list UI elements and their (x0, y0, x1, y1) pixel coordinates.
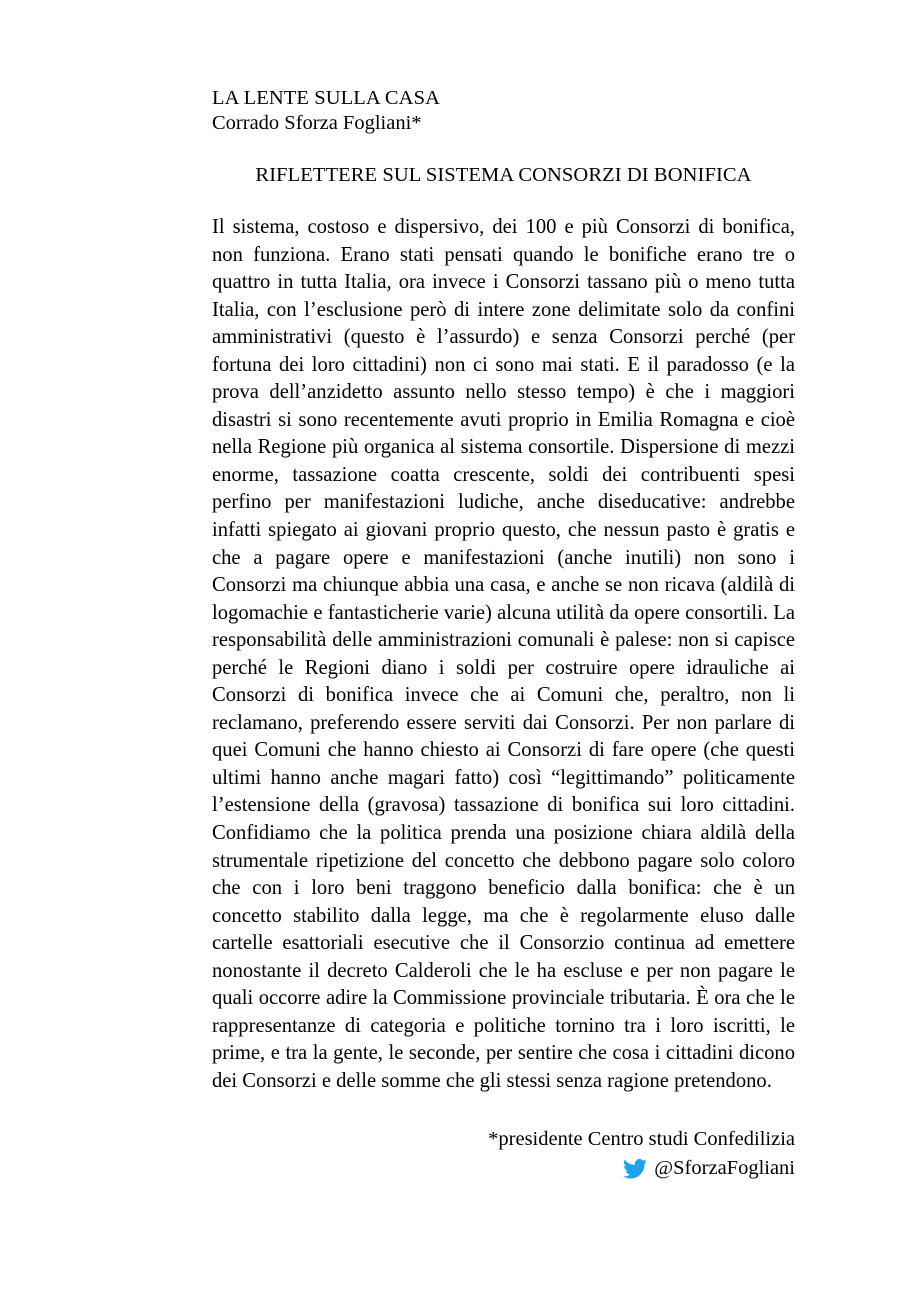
author-role-note: *presidente Centro studi Confedilizia (488, 1127, 795, 1150)
text-column (212, 86, 795, 1183)
article-headline: RIFLETTERE SUL SISTEMA CONSORZI DI BONIFICA (255, 164, 752, 186)
twitter-bird-icon (623, 1159, 647, 1179)
author-byline: Corrado Sforza Fogliani* (212, 112, 422, 134)
column-kicker: LA LENTE SULLA CASA (212, 87, 440, 109)
twitter-handle-text: @SforzaFogliani (654, 1157, 795, 1179)
signature-block (212, 1126, 795, 1183)
article-body-paragraph: Il sistema, costoso e dispersivo, dei 100 e più Consorzi di bonifica, non funziona. Erano stati pensati quando le bonifiche erano tre o quattro in tutta Italia, ora invece i Consorzi tassano più o meno tutta Italia, con l’esclusione però di intere zone delimitate solo da confini amministrativi (questo è l’assurdo) e senza Consorzi perché (per fortuna dei loro cittadini) non ci sono mai stati. E il paradosso (e la prova dell’anzidetto assunto nello stesso tempo) è che i maggiori disastri si sono recentemente avuti proprio in Emilia Romagna e cioè nella Regione più organica al sistema consortile. Dispersione di mezzi enorme, tassazione coatta crescente, soldi dei contribuenti spesi perfino per manifestazioni ludiche, anche diseducative: andrebbe infatti spiegato ai giovani proprio questo, che nessun pasto è gratis e che a pagare opere e manifestazioni (anche inutili) non sono i Consorzi ma chiunque abbia una casa, e anche se non ricava (aldilà di logomachie e fantasticherie varie) alcuna utilità da opere consortili. La responsabilità delle amministrazioni comunali è palese: non si capisce perché le Regioni diano i soldi per costruire opere idrauliche ai Consorzi di bonifica invece che ai Comuni che, peraltro, non li reclamano, preferendo essere serviti dai Consorzi. Per non parlare di quei Comuni che hanno chiesto ai Consorzi di fare opere (che questi ultimi hanno anche magari fatto) così “legittimando” politicamente l’estensione della (gravosa) tassazione di bonifica sui loro cittadini. Confidiamo che la politica prenda una posizione chiara aldilà della strumentale ripetizione del concetto che debbono pagare solo coloro che con i loro beni traggono beneficio dalla bonifica: che è un concetto stabilito dalla legge, ma che è regolarmente eluso dalle cartelle esattoriali esecutive che il Consorzio continua ad emettere nonostante il decreto Calderoli che le ha escluse e per non pagare le quali occorre adire la Commissione provinciale tributaria. È ora che le rappresentanze di categoria e politiche tornino tra i loro iscritti, le prime, e tra la gente, le seconde, per sentire che cosa i cittadini dicono dei Consorzi e delle somme che gli stessi senza ragione pretendono. (212, 216, 795, 1092)
social-handle-line (212, 1155, 795, 1183)
